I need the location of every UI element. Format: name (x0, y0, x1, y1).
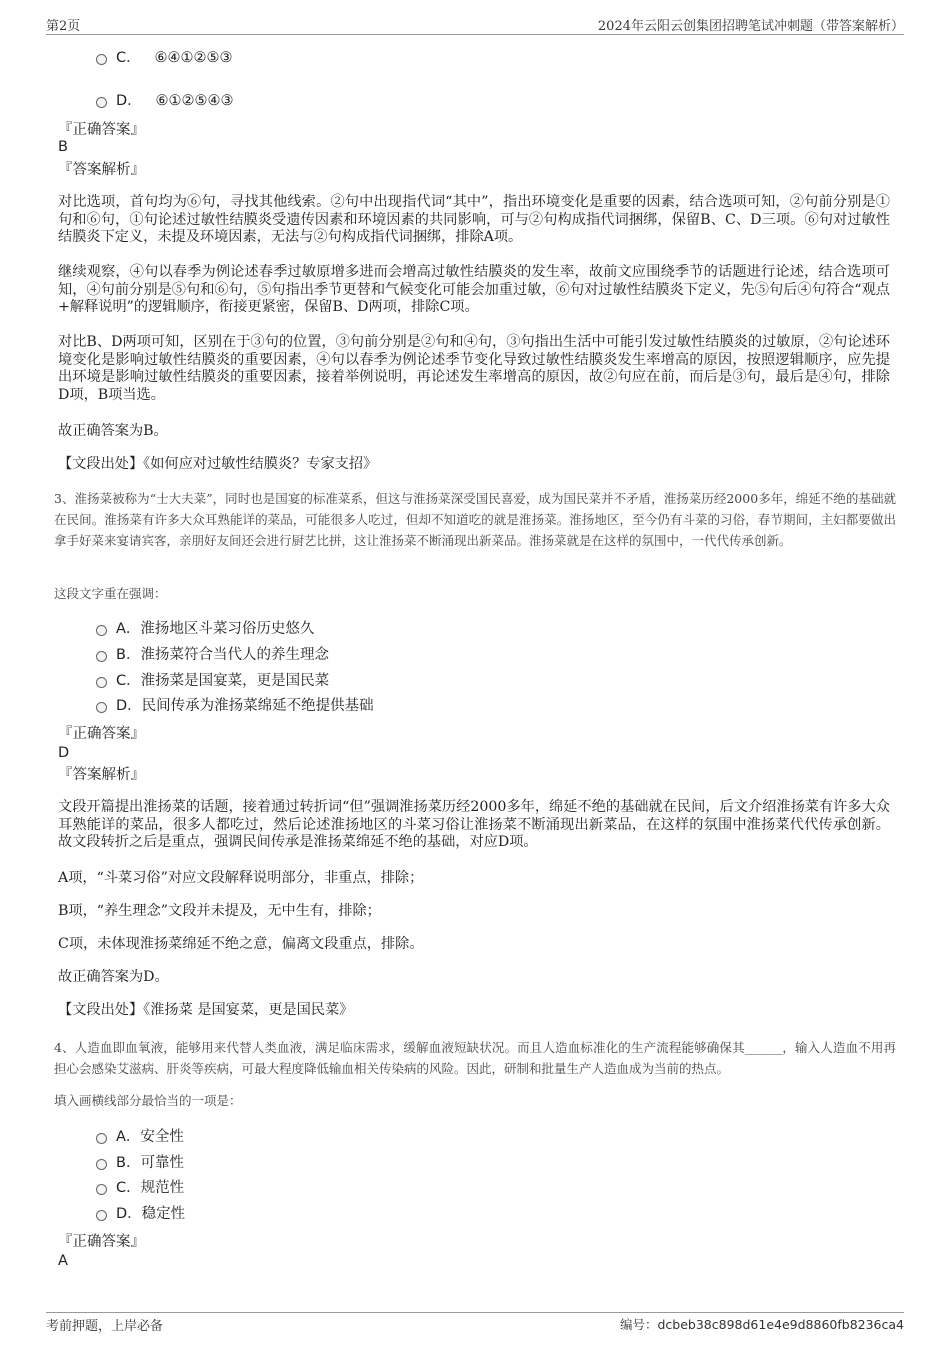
analysis-label: 『答案解析』 (58, 767, 145, 783)
correct-answer-value: A (58, 1253, 68, 1269)
analysis-paragraph: 文段开篇提出淮扬菜的话题，接着通过转折词“但”强调淮扬菜历经2000多年，绵延不绝的基础就在民间，后文介绍淮扬菜有许多大众耳熟能详的菜品，很多人都吃过，然后论述淮扬地区的斗菜习俗让淮扬菜不断涌现出新菜品，在这样的氛围中淮扬菜代代传承创新。故文段转折之后是重点，强调民间传承是淮扬菜绵延不绝的基础，对应D项。 (58, 799, 890, 850)
q4-option-b[interactable]: B．可靠性 (96, 1152, 184, 1174)
analysis-conclusion: 故正确答案为B。 (58, 423, 168, 439)
analysis-label: 『答案解析』 (58, 162, 145, 178)
analysis-paragraph: 对比选项，首句均为⑥句，寻找其他线索。②句中出现指代词“其中”，指出环境变化是重要的因素，结合选项可知，②句前分别是①句和⑥句，①句论述过敏性结膜炎受遗传因素和环境因素的共同影响，可与②句构成指代词捆绑，保留B、C、D三项。⑥句对过敏性结膜炎下定义，未提及环境因素，无法与②句构成指代词捆绑，排除A项。 (58, 194, 890, 245)
page-footer (46, 1312, 904, 1337)
analysis-paragraph: C项，未体现淮扬菜绵延不绝之意，偏离文段重点，排除。 (58, 936, 424, 952)
radio-icon[interactable] (96, 677, 107, 688)
page-number: 第2页 (46, 19, 81, 34)
analysis-conclusion: 故正确答案为D。 (58, 969, 169, 985)
radio-icon[interactable] (96, 1210, 107, 1221)
radio-icon[interactable] (96, 54, 107, 65)
q2-option-d[interactable]: D． ⑥①②⑤④③ (96, 90, 234, 112)
analysis-paragraph: 对比B、D两项可知，区别在于③句的位置，③句前分别是②句和④句，③句指出生活中可能引发过敏性结膜炎的过敏原，②句论述环境变化是影响过敏性结膜炎的重要因素，④句以春季为例论述季节变化导致过敏性结膜炎发生率增高的原因，按照逻辑顺序，应先提出环境是影响过敏性结膜炎的重要因素，接着举例说明，再论述发生率增高的原因，故②句应在前，而后是③句，最后是④句，排除D项，B项当选。 (58, 334, 890, 403)
q3-option-d[interactable]: D．民间传承为淮扬菜绵延不绝提供基础 (96, 695, 374, 717)
source-citation: 【文段出处】《如何应对过敏性结膜炎？专家支招》 (58, 456, 378, 472)
question-3-stem: 这段文字重在强调： (54, 586, 167, 601)
question-4-text: 4、人造血即血氧液，能够用来代替人类血液，满足临床需求，缓解血液短缺状况。而且人造血标准化的生产流程能够确保其______，输入人造血不用再担心会感染艾滋病、肝炎等疾病，可最大程度降低输血相关传染病的风险。因此，研制和批量生产人造血成为当前的热点。 (54, 1040, 896, 1076)
source-citation: 【文段出处】《淮扬菜 是国宴菜，更是国民菜》 (58, 1002, 354, 1018)
correct-answer-label: 『正确答案』 (58, 726, 145, 742)
radio-icon[interactable] (96, 97, 107, 108)
document-serial: 编号：dcbeb38c898d61e4e9d8860fb8236ca4 (619, 1317, 904, 1332)
q4-option-d[interactable]: D．稳定性 (96, 1203, 185, 1225)
analysis-paragraph: 继续观察，④句以春季为例论述春季过敏原增多进而会增高过敏性结膜炎的发生率，故前文应围绕季节的话题进行论述，结合选项可知，④句前分别是⑤句和⑥句，⑤句指出季节更替和气候变化可能会加重过敏，⑥句对过敏性结膜炎下定义，先⑤句后④句符合“观点+解释说明”的逻辑顺序，衔接更紧密，保留B、D两项，排除C项。 (58, 264, 890, 315)
page-header (46, 14, 904, 35)
radio-icon[interactable] (96, 625, 107, 636)
q3-option-a[interactable]: A．淮扬地区斗菜习俗历史悠久 (96, 618, 314, 640)
correct-answer-value: D (58, 745, 70, 761)
radio-icon[interactable] (96, 1133, 107, 1144)
question-4-stem: 填入画横线部分最恰当的一项是： (54, 1093, 242, 1108)
q3-option-b[interactable]: B．淮扬菜符合当代人的养生理念 (96, 644, 329, 666)
correct-answer-label: 『正确答案』 (58, 1234, 145, 1250)
analysis-paragraph: A项，“斗菜习俗”对应文段解释说明部分，非重点，排除； (58, 870, 424, 886)
correct-answer-value: B (58, 139, 68, 155)
radio-icon[interactable] (96, 1159, 107, 1170)
q3-option-c[interactable]: C．淮扬菜是国宴菜，更是国民菜 (96, 670, 329, 692)
footer-slogan: 考前押题，上岸必备 (46, 1319, 164, 1334)
q2-option-c[interactable]: C． ⑥④①②⑤③ (96, 47, 232, 69)
correct-answer-label: 『正确答案』 (58, 122, 145, 138)
radio-icon[interactable] (96, 1184, 107, 1195)
q4-option-a[interactable]: A．安全性 (96, 1126, 184, 1148)
analysis-paragraph: B项，“养生理念”文段并未提及，无中生有，排除； (58, 903, 381, 919)
radio-icon[interactable] (96, 702, 107, 713)
q4-option-c[interactable]: C．规范性 (96, 1177, 184, 1199)
radio-icon[interactable] (96, 651, 107, 662)
question-3-text: 3、淮扬菜被称为“士大夫菜”，同时也是国宴的标准菜系，但这与淮扬菜深受国民喜爱，成为国民菜并不矛盾，淮扬菜历经2000多年，绵延不绝的基础就在民间。淮扬菜有许多大众耳熟能详的菜品，可能很多人吃过，但却不知道吃的就是淮扬菜。淮扬地区，至今仍有斗菜的习俗，春节期间，主妇都要做出拿手好菜来宴请宾客，亲朋好友间还会进行厨艺比拼，这让淮扬菜不断涌现出新菜品。淮扬菜就是在这样的氛围中，一代代传承创新。 (54, 491, 896, 548)
document-title: 2024年云阳云创集团招聘笔试冲刺题（带答案解析） (597, 19, 904, 34)
